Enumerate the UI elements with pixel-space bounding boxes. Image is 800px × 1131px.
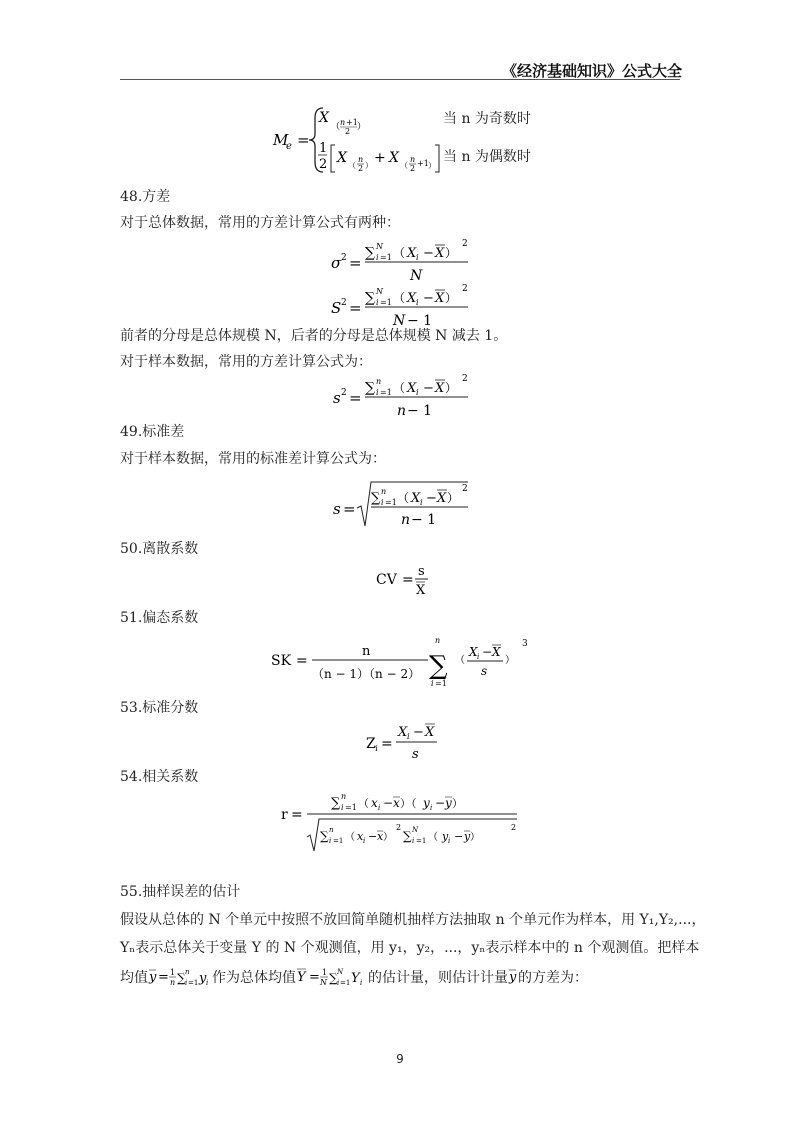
svg-text:2: 2 <box>462 484 468 494</box>
svg-text:1: 1 <box>170 968 176 977</box>
svg-text:=1: =1 <box>435 679 447 688</box>
svg-text:）: ） <box>383 832 393 843</box>
svg-text:n: n <box>410 155 416 164</box>
svg-text:n: n <box>341 792 347 801</box>
svg-text:Z: Z <box>366 736 376 752</box>
line3-part-a: 均值 <box>120 970 148 986</box>
svg-text:（: （ <box>345 832 355 843</box>
svg-text:=1: =1 <box>345 803 357 812</box>
svg-text:σ: σ <box>331 254 342 272</box>
svg-text:N: N <box>337 968 344 976</box>
svg-text:∑: ∑ <box>365 380 375 396</box>
svg-text:X: X <box>492 645 501 659</box>
svg-text:）: ） <box>445 291 458 305</box>
svg-text:n: n <box>376 377 382 386</box>
svg-text:=1: =1 <box>333 837 344 845</box>
cv-formula <box>370 558 440 600</box>
svg-text:（: （ <box>428 832 438 843</box>
svg-text:s: s <box>412 747 419 762</box>
svg-text:X: X <box>437 491 447 506</box>
section-heading-standard-deviation: 49.标准差 <box>120 424 185 440</box>
svg-text:=: = <box>349 299 362 317</box>
sampling-paragraph-line-3 <box>120 963 588 991</box>
correlation-formula <box>275 787 535 855</box>
svg-text:=: = <box>158 970 169 985</box>
svg-text:e: e <box>286 141 292 152</box>
svg-text:∑: ∑ <box>403 829 412 843</box>
svg-text:x: x <box>393 796 400 810</box>
svg-text:=1: =1 <box>380 298 392 307</box>
svg-text:−: − <box>423 246 434 261</box>
sample-variance-formula <box>325 371 485 421</box>
svg-text:i: i <box>477 653 480 661</box>
svg-text:y: y <box>464 830 471 843</box>
svg-text:∑: ∑ <box>331 796 341 811</box>
svg-text:X: X <box>416 583 426 598</box>
svg-text:−: − <box>423 381 434 396</box>
population-variance-n-minus-1-formula <box>325 281 485 331</box>
svg-text:−: − <box>383 796 394 810</box>
svg-text:2: 2 <box>462 374 468 384</box>
svg-text:（: （ <box>393 381 406 395</box>
variance-intro: 对于总体数据，常用的方差计算公式有两种： <box>120 215 400 231</box>
line3-part-b: 作为总体均值 <box>212 970 296 986</box>
svg-text:∑: ∑ <box>329 971 338 985</box>
svg-text:s: s <box>333 500 341 518</box>
svg-text:n: n <box>397 403 407 419</box>
svg-text:i: i <box>416 253 419 262</box>
svg-text:−: − <box>368 830 378 843</box>
svg-text:（: （ <box>358 797 369 810</box>
median-odd-condition: 当 n 为奇数时 <box>443 111 531 127</box>
svg-text:（: （ <box>348 161 356 170</box>
svg-text:1: 1 <box>322 968 328 977</box>
svg-text:）: ） <box>505 655 515 666</box>
svg-text:=: = <box>297 131 310 149</box>
svg-text:i: i <box>407 732 410 741</box>
svg-text:（: （ <box>393 246 406 260</box>
svg-text:n: n <box>401 512 411 528</box>
svg-text:X: X <box>407 381 417 396</box>
svg-text:X: X <box>398 725 408 740</box>
svg-text:−: − <box>426 491 437 506</box>
svg-text:2: 2 <box>410 164 416 173</box>
svg-text:X: X <box>411 491 421 506</box>
svg-text:i: i <box>381 498 384 507</box>
svg-text:n: n <box>185 968 190 976</box>
svg-text:=1: =1 <box>385 498 397 507</box>
svg-text:i: i <box>375 744 378 753</box>
svg-text:+1: +1 <box>346 118 358 127</box>
svg-text:1: 1 <box>319 141 328 156</box>
page-header-title: 《经济基础知识》公式大全 <box>501 62 682 80</box>
svg-text:i: i <box>412 837 415 845</box>
sampling-paragraph-line-1: 假设从总体的 N 个单元中按照不放回简单随机抽样方法抽取 n 个单元作为样本，用 Y₁,Y₂,...， <box>120 912 706 928</box>
svg-text:=1: =1 <box>188 979 199 987</box>
svg-text:X: X <box>407 291 417 306</box>
svg-text:）: ） <box>470 832 480 843</box>
svg-text:y: y <box>199 971 207 986</box>
svg-text:3: 3 <box>522 639 528 649</box>
svg-text:X: X <box>389 150 399 166</box>
svg-text:2: 2 <box>462 239 468 249</box>
svg-text:N: N <box>393 313 406 329</box>
svg-text:N: N <box>320 978 327 987</box>
svg-text:i: i <box>376 388 379 397</box>
svg-text:−: − <box>435 796 446 810</box>
svg-text:i: i <box>363 837 366 845</box>
svg-text:i: i <box>337 979 340 987</box>
sd-intro: 对于样本数据，常用的标准差计算公式为： <box>120 451 386 467</box>
page-number: 9 <box>396 1052 404 1066</box>
svg-text:2: 2 <box>319 157 328 172</box>
svg-text:i: i <box>185 979 188 987</box>
svg-text:−: − <box>413 725 424 740</box>
svg-text:−: − <box>423 291 434 306</box>
svg-text:i: i <box>416 298 419 307</box>
svg-text:（: （ <box>400 161 408 170</box>
svg-text:=1: =1 <box>416 837 427 845</box>
svg-text:2: 2 <box>341 253 347 263</box>
svg-text:）: ） <box>445 246 458 260</box>
svg-text:i: i <box>448 837 451 845</box>
section-heading-skewness: 51.偏态系数 <box>120 610 199 626</box>
svg-text:∑: ∑ <box>365 245 375 261</box>
svg-text:X: X <box>435 246 445 261</box>
svg-text:s: s <box>418 564 425 579</box>
svg-text:X: X <box>407 246 417 261</box>
svg-text:=: = <box>296 653 308 669</box>
svg-text:r: r <box>281 807 288 823</box>
svg-text:∑: ∑ <box>371 491 381 506</box>
svg-text:=: = <box>291 807 303 823</box>
svg-text:（: （ <box>397 491 410 505</box>
svg-text:+1: +1 <box>417 159 429 168</box>
svg-text:（: （ <box>393 291 406 305</box>
svg-text:s: s <box>333 389 341 407</box>
svg-text:i: i <box>341 803 344 812</box>
z-score-formula <box>360 716 450 766</box>
svg-text:=1: =1 <box>340 979 351 987</box>
svg-text:X: X <box>469 645 478 659</box>
svg-text:− 1: − 1 <box>407 403 433 419</box>
svg-text:∑: ∑ <box>177 971 186 985</box>
svg-text:− 1: − 1 <box>407 313 433 329</box>
population-mean-formula <box>296 963 368 991</box>
svg-text:∑: ∑ <box>320 829 329 843</box>
svg-text:i: i <box>420 498 423 507</box>
svg-text:2: 2 <box>462 284 468 294</box>
svg-text:S: S <box>331 299 342 317</box>
population-variance-formula <box>325 236 485 286</box>
svg-text:=1: =1 <box>380 388 392 397</box>
svg-text:）: ） <box>445 381 458 395</box>
svg-text:i: i <box>206 979 209 987</box>
line3-part-c: 的估计量，则估计计量 <box>368 970 508 986</box>
svg-text:X: X <box>425 725 435 740</box>
svg-text:Y: Y <box>351 971 360 986</box>
svg-text:=: = <box>349 254 362 272</box>
svg-text:− 1: − 1 <box>411 512 437 528</box>
svg-text:∑: ∑ <box>365 290 375 306</box>
svg-text:）: ） <box>452 797 463 810</box>
svg-text:N: N <box>410 268 423 284</box>
section-heading-variance: 48.方差 <box>120 189 171 205</box>
median-even-condition: 当 n 为偶数时 <box>443 149 531 165</box>
skewness-formula <box>265 628 535 690</box>
line3-part-d: 的方差为： <box>518 970 588 986</box>
svg-text:=: = <box>381 736 393 752</box>
svg-text:n: n <box>358 155 364 164</box>
svg-text:y: y <box>423 796 430 810</box>
svg-text:s: s <box>481 664 488 678</box>
svg-text:2: 2 <box>358 164 364 173</box>
sample-mean-formula <box>148 963 212 991</box>
svg-text:Y: Y <box>297 970 306 985</box>
svg-text:n: n <box>381 487 387 496</box>
svg-text:=: = <box>343 500 356 518</box>
svg-text:（: （ <box>331 122 341 132</box>
sample-sd-formula <box>325 478 485 533</box>
svg-text:）: ） <box>365 161 373 170</box>
sampling-paragraph-line-2: Yₙ表示总体关于变量 Y 的 N 个观测值，用 y₁，y₂，...，yₙ表示样本中的 n 个观测值。把样本 <box>120 940 700 956</box>
svg-text:X: X <box>435 291 445 306</box>
svg-text:2: 2 <box>341 388 347 398</box>
section-heading-cv: 50.离散系数 <box>120 541 199 557</box>
svg-text:）（: ）（ <box>400 797 417 810</box>
svg-text:n: n <box>362 644 371 659</box>
svg-text:2: 2 <box>396 823 402 832</box>
svg-text:=1: =1 <box>380 253 392 262</box>
svg-text:∑: ∑ <box>429 651 448 681</box>
svg-text:y: y <box>445 796 452 810</box>
svg-text:2: 2 <box>341 298 347 308</box>
svg-text:2: 2 <box>511 823 517 832</box>
svg-text:M: M <box>273 131 289 149</box>
section-heading-sampling-error: 55.抽样误差的估计 <box>120 884 241 900</box>
svg-text:=: = <box>309 970 320 985</box>
svg-text:y: y <box>509 970 517 985</box>
svg-text:i: i <box>416 388 419 397</box>
svg-text:i: i <box>329 837 332 845</box>
svg-text:y: y <box>149 970 157 985</box>
y-bar-symbol <box>508 963 518 991</box>
svg-text:n: n <box>435 636 441 645</box>
svg-text:2: 2 <box>345 127 351 136</box>
svg-text:N: N <box>412 826 419 834</box>
svg-text:X: X <box>337 150 347 166</box>
variance-note: 前者的分母是总体规模 N，后者的分母是总体规模 N 减去 1。 <box>120 328 508 344</box>
section-heading-standard-score: 53.标准分数 <box>120 700 199 716</box>
svg-text:i: i <box>430 804 433 812</box>
svg-text:+: + <box>374 150 386 166</box>
svg-text:=: = <box>349 389 362 407</box>
section-heading-correlation: 54.相关系数 <box>120 769 199 785</box>
svg-text:i: i <box>376 298 379 307</box>
svg-text:）: ） <box>357 122 367 132</box>
svg-text:SK: SK <box>271 653 292 669</box>
svg-text:n: n <box>329 826 334 834</box>
svg-text:i: i <box>378 804 381 812</box>
svg-text:y: y <box>442 830 449 843</box>
svg-text:（n − 1）（n − 2）: （n − 1）（n − 2） <box>312 667 421 681</box>
svg-text:X: X <box>319 110 329 126</box>
svg-text:（: （ <box>455 655 465 666</box>
header-rule <box>120 79 680 80</box>
svg-text:i: i <box>431 679 434 688</box>
svg-text:X: X <box>435 381 445 396</box>
svg-text:x: x <box>377 830 384 843</box>
svg-text:−: − <box>454 830 464 843</box>
svg-text:n: n <box>340 118 346 127</box>
svg-text:i: i <box>376 253 379 262</box>
svg-text:）: ） <box>428 161 436 170</box>
svg-text:N: N <box>376 242 383 251</box>
svg-text:n: n <box>170 978 176 987</box>
svg-text:=: = <box>402 572 414 588</box>
svg-text:−: − <box>482 645 493 659</box>
svg-text:N: N <box>376 287 383 296</box>
svg-text:）: ） <box>447 491 460 505</box>
svg-text:i: i <box>360 979 363 987</box>
sample-variance-intro: 对于样本数据，常用的方差计算公式为： <box>120 354 372 370</box>
svg-text:CV: CV <box>376 572 397 588</box>
svg-text:x: x <box>371 796 378 810</box>
svg-text:x: x <box>357 830 364 843</box>
